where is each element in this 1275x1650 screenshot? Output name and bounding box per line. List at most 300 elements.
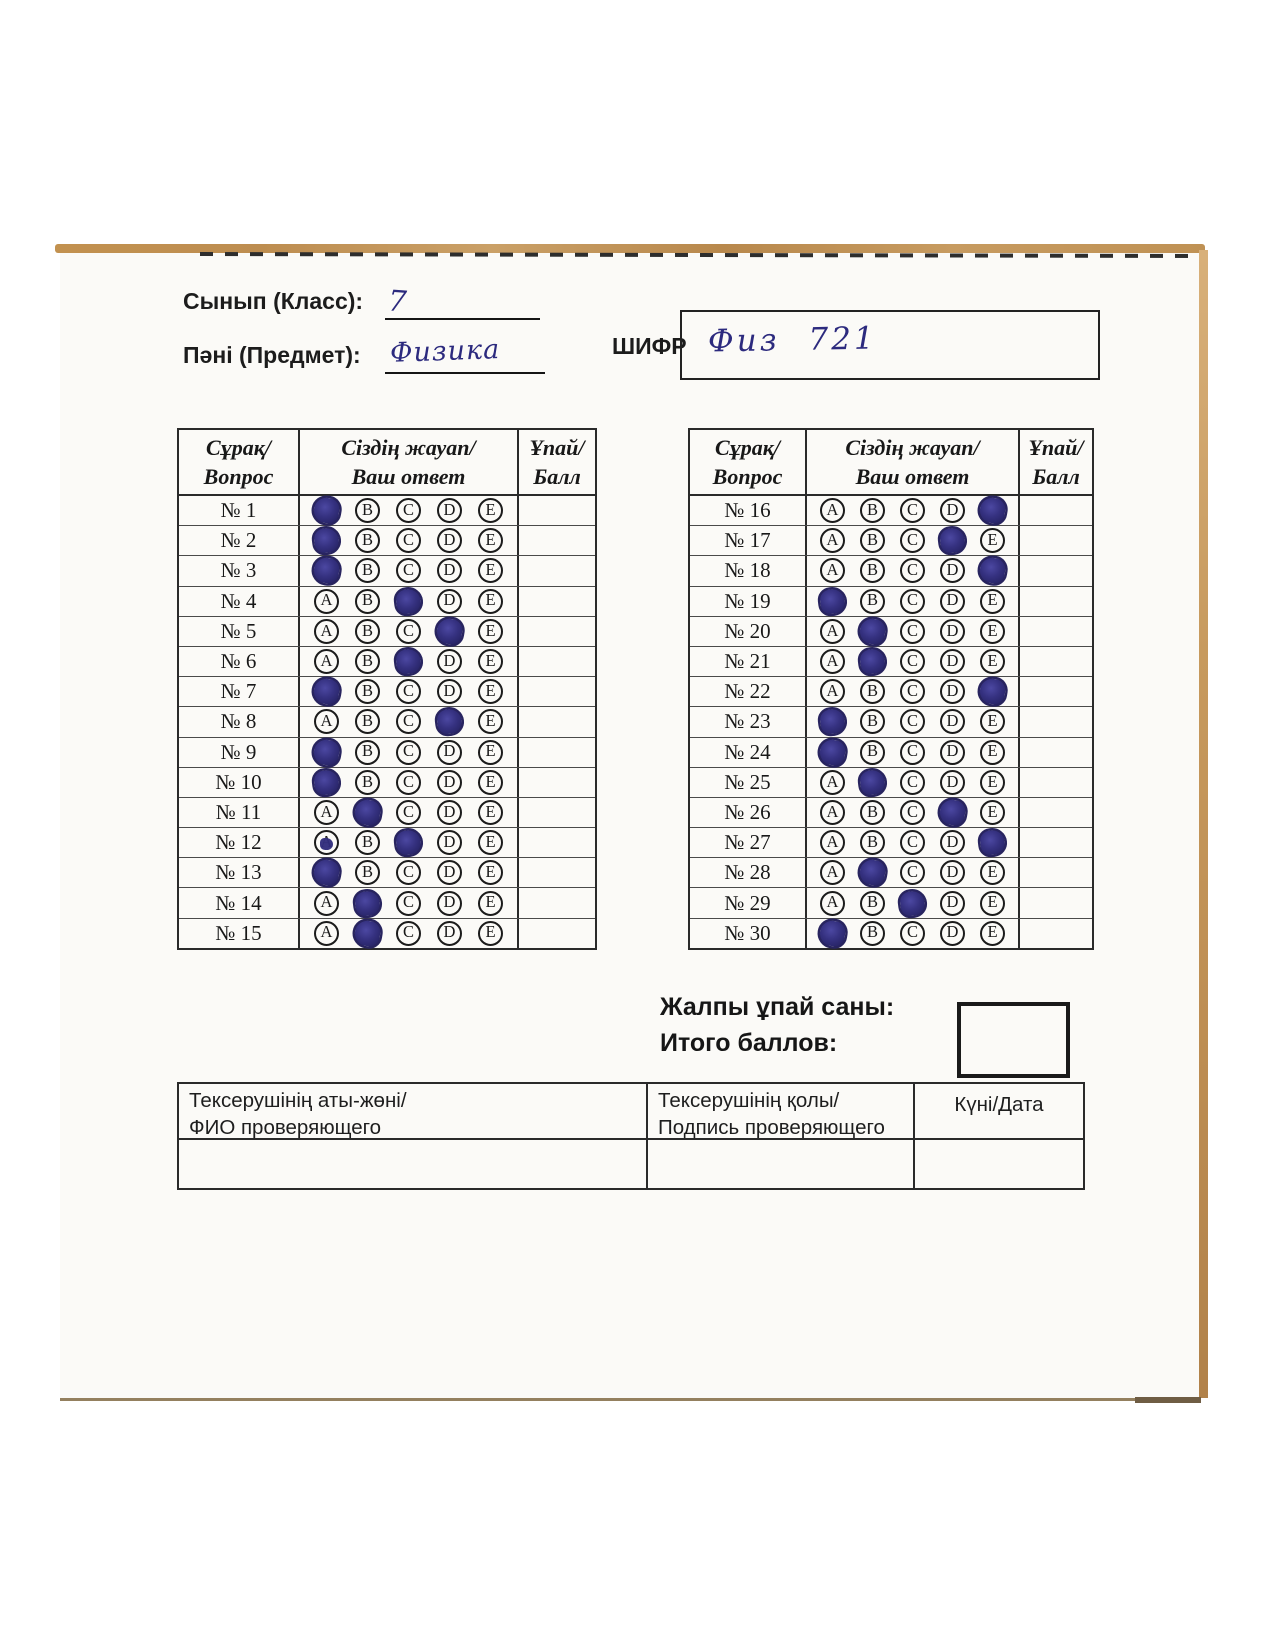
- answer-bubble-c: [396, 921, 421, 946]
- option-letter: E: [987, 922, 998, 942]
- option-letter: C: [402, 862, 414, 882]
- answer-options: [300, 738, 519, 767]
- option-letter: E: [987, 711, 998, 731]
- cipher-box: [680, 310, 1100, 380]
- option-letter: E: [485, 801, 496, 821]
- score-cell: [1020, 858, 1092, 887]
- answer-bubble-d: [940, 770, 965, 795]
- option-letter: E: [987, 620, 998, 640]
- option-letter: A: [320, 711, 333, 731]
- question-number: № 8: [179, 707, 300, 736]
- answer-options: [300, 677, 519, 706]
- bottom-corner-shadow: [1135, 1397, 1201, 1403]
- answer-bubble-c: [900, 921, 925, 946]
- answer-bubble-a: [820, 679, 845, 704]
- answer-bubble-d: [940, 860, 965, 885]
- score-header-ru: Балл: [1032, 464, 1080, 489]
- option-letter: B: [866, 711, 878, 731]
- answer-bubble-e: [478, 709, 503, 734]
- answer-bubble-e: [478, 649, 503, 674]
- answer-options: [807, 526, 1020, 555]
- score-cell: [1020, 496, 1092, 525]
- stray-ink-mark: [320, 838, 333, 850]
- answer-bubble-e: [478, 589, 503, 614]
- answer-bubble-e: [980, 860, 1005, 885]
- option-letter: A: [826, 862, 839, 882]
- question-number: № 23: [690, 707, 807, 736]
- option-letter: D: [946, 711, 959, 731]
- answer-bubble-c: [396, 860, 421, 885]
- table-row: [179, 738, 595, 768]
- score-cell: [519, 919, 595, 948]
- answer-bubble-e: [478, 498, 503, 523]
- answer-options: [807, 617, 1020, 646]
- answer-bubble-b: [860, 891, 885, 916]
- option-letter: C: [906, 590, 918, 610]
- question-number: № 21: [690, 647, 807, 676]
- table-row: [690, 828, 1092, 858]
- question-number: № 11: [179, 798, 300, 827]
- score-column-header: [519, 430, 595, 494]
- cipher-label: ШИФР: [612, 333, 687, 359]
- option-letter: A: [826, 680, 839, 700]
- answer-table-left: [177, 428, 597, 950]
- option-letter: C: [906, 862, 918, 882]
- score-cell: [1020, 526, 1092, 555]
- score-cell: [519, 677, 595, 706]
- answer-bubble-a: [820, 800, 845, 825]
- answer-bubble-c: [900, 528, 925, 553]
- answer-bubble-e: [980, 740, 1005, 765]
- table-row: [690, 798, 1092, 828]
- answer-bubble-d: [437, 830, 462, 855]
- option-letter: A: [826, 499, 839, 519]
- totals-labels: [660, 990, 894, 1061]
- answer-column-header: [807, 430, 1020, 494]
- option-letter: E: [987, 892, 998, 912]
- score-cell: [519, 496, 595, 525]
- answer-bubble-d: [940, 498, 965, 523]
- answer-bubble-e: [980, 528, 1005, 553]
- table-row: [690, 707, 1092, 737]
- question-column-header: [179, 430, 300, 494]
- answer-options: [300, 617, 519, 646]
- answer-bubble-a: [820, 860, 845, 885]
- score-cell: [1020, 888, 1092, 917]
- question-number: № 13: [179, 858, 300, 887]
- score-column-header: [1020, 430, 1092, 494]
- answer-options: [300, 919, 519, 948]
- option-letter: B: [866, 590, 878, 610]
- answer-bubble-c: [900, 709, 925, 734]
- answer-bubble-a-filled: [816, 585, 848, 617]
- answer-bubble-e: [478, 770, 503, 795]
- answer-bubble-d: [437, 528, 462, 553]
- table-row: [179, 587, 595, 617]
- answer-bubble-a: [314, 891, 339, 916]
- score-cell: [519, 556, 595, 585]
- option-letter: D: [946, 831, 959, 851]
- question-number: № 4: [179, 587, 300, 616]
- answer-column-header: [300, 430, 519, 494]
- score-header-ru: Балл: [533, 464, 581, 489]
- answer-bubble-d: [940, 740, 965, 765]
- answer-bubble-c: [396, 770, 421, 795]
- score-cell: [1020, 677, 1092, 706]
- table-row: [179, 828, 595, 858]
- option-letter: E: [485, 620, 496, 640]
- answer-bubble-e-filled: [976, 826, 1008, 858]
- answer-bubble-b-filled: [350, 795, 384, 829]
- answer-bubble-c: [396, 528, 421, 553]
- answer-bubble-c: [396, 709, 421, 734]
- answer-bubble-c: [900, 740, 925, 765]
- table-row: [690, 768, 1092, 798]
- answer-bubble-a: [314, 649, 339, 674]
- answer-bubble-b: [355, 589, 380, 614]
- answer-bubble-d: [437, 770, 462, 795]
- question-number: № 12: [179, 828, 300, 857]
- score-cell: [1020, 617, 1092, 646]
- answer-options: [807, 738, 1020, 767]
- question-number: № 22: [690, 677, 807, 706]
- answer-bubble-d: [437, 679, 462, 704]
- answer-bubble-e: [478, 679, 503, 704]
- question-number: № 6: [179, 647, 300, 676]
- answer-bubble-b: [860, 709, 885, 734]
- score-cell: [1020, 919, 1092, 948]
- score-cell: [1020, 768, 1092, 797]
- score-cell: [519, 858, 595, 887]
- table-row: [179, 707, 595, 737]
- option-letter: B: [866, 499, 878, 519]
- question-number: № 1: [179, 496, 300, 525]
- answer-bubble-d: [437, 800, 462, 825]
- score-cell: [519, 526, 595, 555]
- option-letter: E: [485, 771, 496, 791]
- table-row: [179, 768, 595, 798]
- question-number: № 18: [690, 556, 807, 585]
- question-number: № 27: [690, 828, 807, 857]
- reviewer-name-header-ru: ФИО проверяющего: [189, 1115, 382, 1139]
- table-row: [179, 647, 595, 677]
- score-cell: [519, 738, 595, 767]
- option-letter: E: [987, 771, 998, 791]
- answer-bubble-a: [314, 800, 339, 825]
- table-row: [690, 526, 1092, 556]
- option-letter: A: [320, 801, 333, 821]
- answer-bubble-a-filled: [816, 706, 848, 738]
- question-number: № 17: [690, 526, 807, 555]
- answer-bubble-e: [478, 800, 503, 825]
- answer-bubble-a: [820, 770, 845, 795]
- answer-bubble-d-filled: [432, 614, 466, 648]
- answer-bubble-b: [860, 589, 885, 614]
- option-letter: D: [443, 862, 456, 882]
- option-letter: B: [866, 892, 878, 912]
- reviewer-table: [177, 1082, 1085, 1190]
- question-number: № 16: [690, 496, 807, 525]
- question-number: № 30: [690, 919, 807, 948]
- option-letter: A: [826, 650, 839, 670]
- answer-bubble-e: [980, 649, 1005, 674]
- answer-bubble-d-filled: [433, 706, 465, 738]
- subject-underline: [385, 344, 545, 374]
- question-number: № 19: [690, 587, 807, 616]
- reviewer-signature-header-kk: Тексерушінің қолы/: [658, 1089, 840, 1112]
- option-letter: D: [946, 892, 959, 912]
- table-row: [179, 919, 595, 948]
- answer-bubble-b: [860, 528, 885, 553]
- answer-bubble-b: [355, 709, 380, 734]
- option-letter: D: [443, 499, 456, 519]
- option-letter: D: [946, 922, 959, 942]
- answer-bubble-e: [980, 770, 1005, 795]
- date-empty-cell: [915, 1140, 1083, 1188]
- table-header: [690, 430, 1092, 496]
- answer-sheet-paper: [60, 250, 1200, 1401]
- answer-options: [807, 707, 1020, 736]
- answer-bubble-b: [860, 679, 885, 704]
- answer-bubble-b: [355, 558, 380, 583]
- answer-bubble-c-filled: [896, 887, 928, 919]
- option-letter: C: [402, 560, 414, 580]
- answer-bubble-b: [355, 649, 380, 674]
- answer-bubble-e: [980, 891, 1005, 916]
- score-cell: [1020, 587, 1092, 616]
- option-letter: C: [906, 711, 918, 731]
- question-header-ru: Вопрос: [712, 464, 783, 489]
- option-letter: D: [946, 741, 959, 761]
- answer-bubble-d: [940, 891, 965, 916]
- answer-bubble-e: [478, 830, 503, 855]
- answer-bubble-a-filled: [310, 766, 342, 798]
- table-row: [179, 617, 595, 647]
- answer-options: [300, 828, 519, 857]
- score-cell: [519, 798, 595, 827]
- option-letter: B: [361, 620, 373, 640]
- totals-label-kk: Жалпы ұпай саны:: [660, 993, 895, 1021]
- option-letter: D: [443, 892, 456, 912]
- score-cell: [1020, 828, 1092, 857]
- option-letter: C: [906, 771, 918, 791]
- answer-bubble-a-filled: [309, 856, 343, 890]
- question-number: № 3: [179, 556, 300, 585]
- option-letter: C: [402, 680, 414, 700]
- answer-bubble-e-filled: [975, 675, 1009, 709]
- answer-bubble-a-filled: [310, 525, 342, 557]
- answer-options: [300, 768, 519, 797]
- answer-bubble-b: [860, 558, 885, 583]
- answer-bubble-d: [437, 558, 462, 583]
- reviewer-signature-header-ru: Подпись проверяющего: [658, 1115, 885, 1139]
- question-header-ru: Вопрос: [203, 464, 274, 489]
- answer-bubble-d: [940, 649, 965, 674]
- answer-bubble-a-filled: [309, 554, 343, 588]
- option-letter: E: [485, 831, 496, 851]
- option-letter: C: [906, 499, 918, 519]
- question-number: № 28: [690, 858, 807, 887]
- score-cell: [1020, 647, 1092, 676]
- option-letter: B: [361, 862, 373, 882]
- option-letter: C: [906, 680, 918, 700]
- table-row: [179, 888, 595, 918]
- option-letter: E: [987, 862, 998, 882]
- score-cell: [519, 707, 595, 736]
- option-letter: C: [402, 892, 414, 912]
- cipher-value-handwritten: Физ 721: [707, 320, 877, 360]
- answer-bubble-a: [314, 830, 339, 855]
- option-letter: E: [485, 499, 496, 519]
- option-letter: D: [443, 590, 456, 610]
- answer-bubble-c-filled: [392, 585, 424, 617]
- answer-bubble-a-filled: [815, 735, 849, 769]
- question-number: № 9: [179, 738, 300, 767]
- subject-label: Пәні (Предмет):: [183, 342, 361, 368]
- option-letter: A: [320, 620, 333, 640]
- score-cell: [1020, 556, 1092, 585]
- answer-options: [300, 798, 519, 827]
- answer-bubble-e: [478, 740, 503, 765]
- option-letter: D: [443, 922, 456, 942]
- option-letter: C: [906, 620, 918, 640]
- option-letter: B: [361, 650, 373, 670]
- answer-bubble-d: [940, 830, 965, 855]
- answer-header-kk: Сіздің жауап/: [845, 434, 980, 460]
- date-header: Күні/Дата: [915, 1084, 1083, 1140]
- answer-bubble-d: [437, 649, 462, 674]
- answer-bubble-a: [820, 558, 845, 583]
- answer-options: [807, 828, 1020, 857]
- score-header-kk: Ұпай/: [1028, 434, 1084, 460]
- option-letter: C: [906, 530, 918, 550]
- option-letter: E: [987, 650, 998, 670]
- answer-bubble-c-filled: [392, 645, 424, 677]
- answer-options: [300, 587, 519, 616]
- option-letter: D: [946, 499, 959, 519]
- answer-bubble-e-filled: [975, 554, 1009, 588]
- question-number: № 29: [690, 888, 807, 917]
- answer-bubble-e: [478, 921, 503, 946]
- cardboard-edge: [1199, 250, 1208, 1398]
- score-cell: [519, 587, 595, 616]
- option-letter: E: [485, 560, 496, 580]
- answer-bubble-d: [437, 921, 462, 946]
- answer-bubble-d: [437, 860, 462, 885]
- answer-bubble-e: [980, 921, 1005, 946]
- answer-bubble-b-filled: [855, 856, 889, 890]
- answer-bubble-a: [820, 498, 845, 523]
- perforation-dashed-line: [200, 252, 1202, 258]
- answer-bubble-c-filled: [392, 826, 424, 858]
- option-letter: E: [485, 530, 496, 550]
- question-column-header: [690, 430, 807, 494]
- table-header: [179, 430, 595, 496]
- subject-value-handwritten: Физика: [389, 334, 501, 369]
- question-number: № 5: [179, 617, 300, 646]
- answer-options: [807, 768, 1020, 797]
- score-cell: [1020, 707, 1092, 736]
- answer-header-kk: Сіздің жауап/: [341, 434, 476, 460]
- answer-bubble-d: [940, 709, 965, 734]
- table-row: [179, 677, 595, 707]
- option-letter: E: [485, 741, 496, 761]
- answer-bubble-e: [980, 589, 1005, 614]
- option-letter: C: [402, 620, 414, 640]
- answer-bubble-a-filled: [309, 675, 343, 709]
- question-header-kk: Сұрақ/: [715, 434, 780, 460]
- answer-bubble-d: [437, 740, 462, 765]
- answer-header-ru: Ваш ответ: [855, 464, 970, 489]
- answer-options: [807, 888, 1020, 917]
- option-letter: B: [361, 680, 373, 700]
- option-letter: D: [946, 771, 959, 791]
- question-number: № 24: [690, 738, 807, 767]
- option-letter: B: [361, 741, 373, 761]
- answer-bubble-d: [940, 921, 965, 946]
- answer-bubble-a: [820, 528, 845, 553]
- class-underline: [385, 290, 540, 320]
- answer-bubble-e: [980, 800, 1005, 825]
- option-letter: D: [443, 680, 456, 700]
- table-row: [179, 858, 595, 888]
- answer-bubble-e-filled: [975, 493, 1009, 527]
- question-number: № 15: [179, 919, 300, 948]
- table-row: [690, 888, 1092, 918]
- option-letter: D: [946, 590, 959, 610]
- table-row: [690, 617, 1092, 647]
- answer-bubble-b: [355, 740, 380, 765]
- answer-bubble-c: [396, 619, 421, 644]
- answer-bubble-d: [940, 679, 965, 704]
- answer-bubble-b: [355, 498, 380, 523]
- answer-options: [807, 647, 1020, 676]
- answer-bubble-b-filled: [856, 645, 888, 677]
- score-cell: [519, 768, 595, 797]
- answer-options: [300, 858, 519, 887]
- answer-bubble-b: [860, 498, 885, 523]
- answer-bubble-b: [860, 740, 885, 765]
- answer-bubble-c: [396, 498, 421, 523]
- option-letter: B: [866, 741, 878, 761]
- answer-options: [807, 798, 1020, 827]
- answer-bubble-e: [980, 709, 1005, 734]
- answer-bubble-c: [900, 649, 925, 674]
- option-letter: A: [320, 892, 333, 912]
- answer-bubble-c: [396, 800, 421, 825]
- question-number: № 26: [690, 798, 807, 827]
- table-row: [690, 587, 1092, 617]
- class-value-handwritten: 7: [386, 283, 408, 319]
- option-letter: E: [485, 922, 496, 942]
- answer-bubble-c: [396, 740, 421, 765]
- answer-bubble-d: [940, 589, 965, 614]
- option-letter: E: [987, 741, 998, 761]
- answer-bubble-a: [820, 649, 845, 674]
- question-number: № 25: [690, 768, 807, 797]
- option-letter: D: [443, 560, 456, 580]
- answer-bubble-d: [437, 498, 462, 523]
- table-row: [179, 526, 595, 556]
- answer-bubble-b-filled: [855, 614, 889, 648]
- option-letter: D: [443, 741, 456, 761]
- reviewer-signature-empty-cell: [648, 1140, 915, 1188]
- option-letter: E: [987, 530, 998, 550]
- option-letter: D: [946, 862, 959, 882]
- answer-bubble-b: [355, 770, 380, 795]
- option-letter: D: [946, 560, 959, 580]
- option-letter: A: [320, 590, 333, 610]
